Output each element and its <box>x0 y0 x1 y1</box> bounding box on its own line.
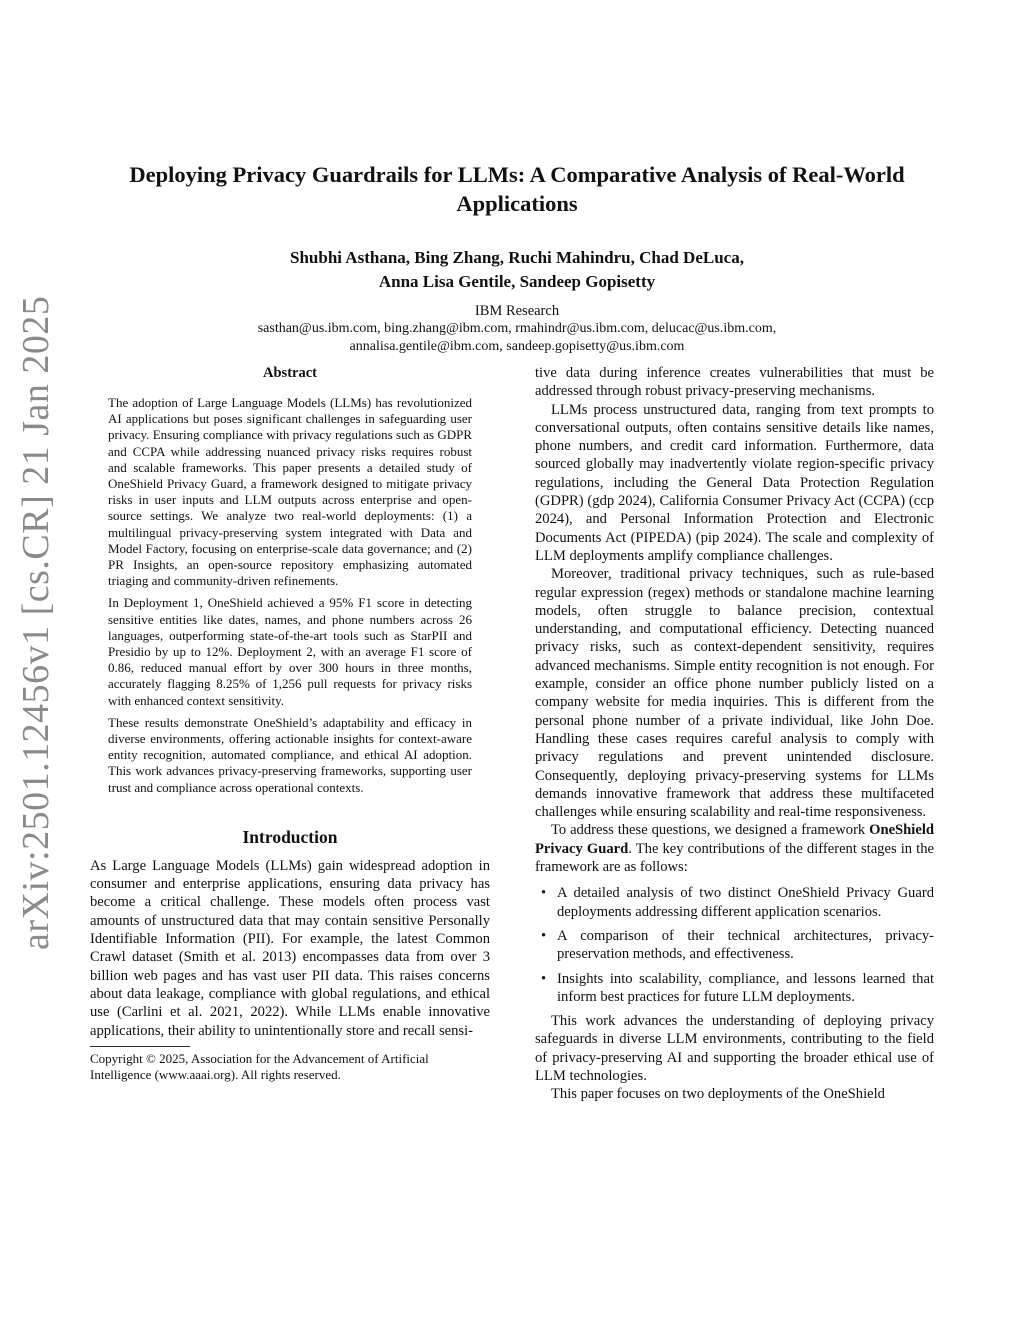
bullet-marker: • <box>541 885 547 902</box>
bullet-marker: • <box>541 927 547 944</box>
intro-paragraph-5: This work advances the understanding of deploying privacy safeguards in diverse LLM environments, contributing to the field of privacy-preserving AI and supporting the broader ethical use of LLM technologies. <box>535 1013 934 1084</box>
author-emails <box>90 320 944 356</box>
introduction-heading: Introduction <box>242 826 338 847</box>
intro-paragraph-4 <box>535 821 934 876</box>
arxiv-identifier-stamp: arXiv:2501.12456v1 [cs.CR] 21 Jan 2025 <box>15 295 57 950</box>
list-item <box>535 927 934 964</box>
abstract-paragraph-1: The adoption of Large Language Models (LLMs) has revolutionized AI applications but poses significant challenges in safeguarding user privacy. Ensuring compliance with privacy regulations such as GDPR and CCPA while addressing nuanced privacy risks requires robust and scalable frameworks. This paper presents a detailed study of OneShield Privacy Guard, a framework designed to mitigate privacy risks in user inputs and LLM outputs across enterprise and open-source settings. We analyze two real-world deployments: (1) a multilingual privacy-preserving system integrated with Data and Model Factory, focusing on enterprise-scale data governance; and (2) PR Insights, an open-source repository emphasizing automated triaging and community-driven refinements. <box>108 395 472 589</box>
copyright-footnote: Copyright © 2025, Association for the Advancement of Artificial Intelligence (www.aaai.org). All rights reserved. <box>90 1050 429 1083</box>
authors-line-1: Shubhi Asthana, Bing Zhang, Ruchi Mahindru, Chad DeLuca, <box>290 248 744 267</box>
bullet-marker: • <box>541 970 547 987</box>
list-item <box>535 884 934 921</box>
list-item-text: Insights into scalability, compliance, and lessons learned that inform best practices for future LLM deployments. <box>557 970 934 1005</box>
footnote-divider <box>90 1046 190 1047</box>
title-line-1: Deploying Privacy Guardrails for LLMs: A Comparative Analysis of Real-World <box>129 162 905 187</box>
intro-paragraph-continued: tive data during inference creates vulnerabilities that must be addressed through robust privacy-preserving mechanisms. <box>535 365 934 400</box>
authors-line-2: Anna Lisa Gentile, Sandeep Gopisetty <box>378 272 656 291</box>
title-line-2: Applications <box>456 191 578 216</box>
paragraph-4-lead: To address these questions, we designed a framework <box>551 822 870 839</box>
contributions-list <box>535 884 934 1006</box>
paper-title <box>90 160 944 218</box>
list-item-text: A detailed analysis of two distinct OneShield Privacy Guard deployments addressing different application scenarios. <box>557 885 934 920</box>
right-column <box>535 364 934 1104</box>
introduction-paragraph-1: As Large Language Models (LLMs) gain widespread adoption in consumer and enterprise applications, ensuring data privacy has become a critical challenge. These models often process vast amounts of unstructured data that may contain sensitive Personally Identifiable Information (PII). For example, the latest Common Crawl dataset (Smith et al. 2013) encompasses data from over 3 billion web pages and has vast user PII data. This raises concerns about data leakage, compliance with global regulations, and ethical use (Carlini et al. 2021, 2022). While LLMs enable innovative applications, their ability to unintentionally store and recall sensi- <box>90 857 490 1039</box>
left-column <box>90 364 490 1084</box>
intro-paragraph-2: LLMs process unstructured data, ranging from text prompts to conversational outputs, often contains sensitive details like names, phone numbers, and credit card information. Furthermore, data sourced globally may inadvertently violate region-specific privacy regulations, including the General Data Protection Regulation (GDPR) (gdp 2024), California Consumer Privacy Act (CCPA) (ccp 2024), and Personal Information Protection and Electronic Documents Act (PIPEDA) (pip 2024). The scale and complexity of LLM deployments amplify compliance challenges. <box>535 401 934 564</box>
paragraph-4-tail: . The key contributions of the different stages in the framework are as follows: <box>535 840 934 876</box>
list-item <box>535 970 934 1007</box>
abstract-heading: Abstract <box>263 365 317 381</box>
emails-line-2: annalisa.gentile@ibm.com, sandeep.gopisetty@us.ibm.com <box>349 339 685 354</box>
paper-header <box>90 160 944 356</box>
framework-name: OneShield Privacy Guard <box>535 822 934 857</box>
affiliation: IBM Research <box>474 303 560 319</box>
abstract-paragraph-2: In Deployment 1, OneShield achieved a 95% F1 score in detecting sensitive entities like dates, names, and phone numbers across 26 languages, outperforming state-of-the-art tools such as StarPII and Presidio by up to 12%. Deployment 2, with an average F1 score of 0.86, reduced manual effort by over 300 hours in three months, accurately flagging 8.25% of 1,256 pull requests for privacy risks with enhanced context sensitivity. <box>108 595 472 708</box>
author-list <box>90 246 944 294</box>
abstract-section <box>90 364 490 796</box>
intro-paragraph-3: Moreover, traditional privacy techniques, such as rule-based regular expression (regex) methods or standalone machine learning models, often struggle to balance precision, contextual understanding, and computational efficiency. Detecting nuanced privacy risks, such as context-dependent sensitivity, requires advanced mechanisms. Simple entity recognition is not enough. For example, consider an office phone number publicly listed on a company website for media inquiries. This is different from the personal phone number of a private individual, like John Doe. Handling these cases requires careful analysis to comply with privacy regulations and prevent unintended disclosure. Consequently, deploying privacy-preserving systems for LLMs demands innovative framework that address these multifaceted challenges while ensuring scalability and real-time responsiveness. <box>535 566 934 821</box>
abstract-paragraph-3: These results demonstrate OneShield’s adaptability and efficacy in diverse environments, offering actionable insights for context-aware entity recognition, automated compliance, and ethical AI adoption. This work advances privacy-preserving frameworks, supporting user trust and compliance across operational contexts. <box>108 714 472 795</box>
list-item-text: A comparison of their technical architectures, privacy-preservation methods, and effectiveness. <box>557 927 934 963</box>
intro-paragraph-6: This paper focuses on two deployments of the OneShield <box>551 1086 885 1103</box>
emails-line-1: sasthan@us.ibm.com, bing.zhang@ibm.com, rmahindr@us.ibm.com, delucac@us.ibm.com, <box>257 321 777 336</box>
